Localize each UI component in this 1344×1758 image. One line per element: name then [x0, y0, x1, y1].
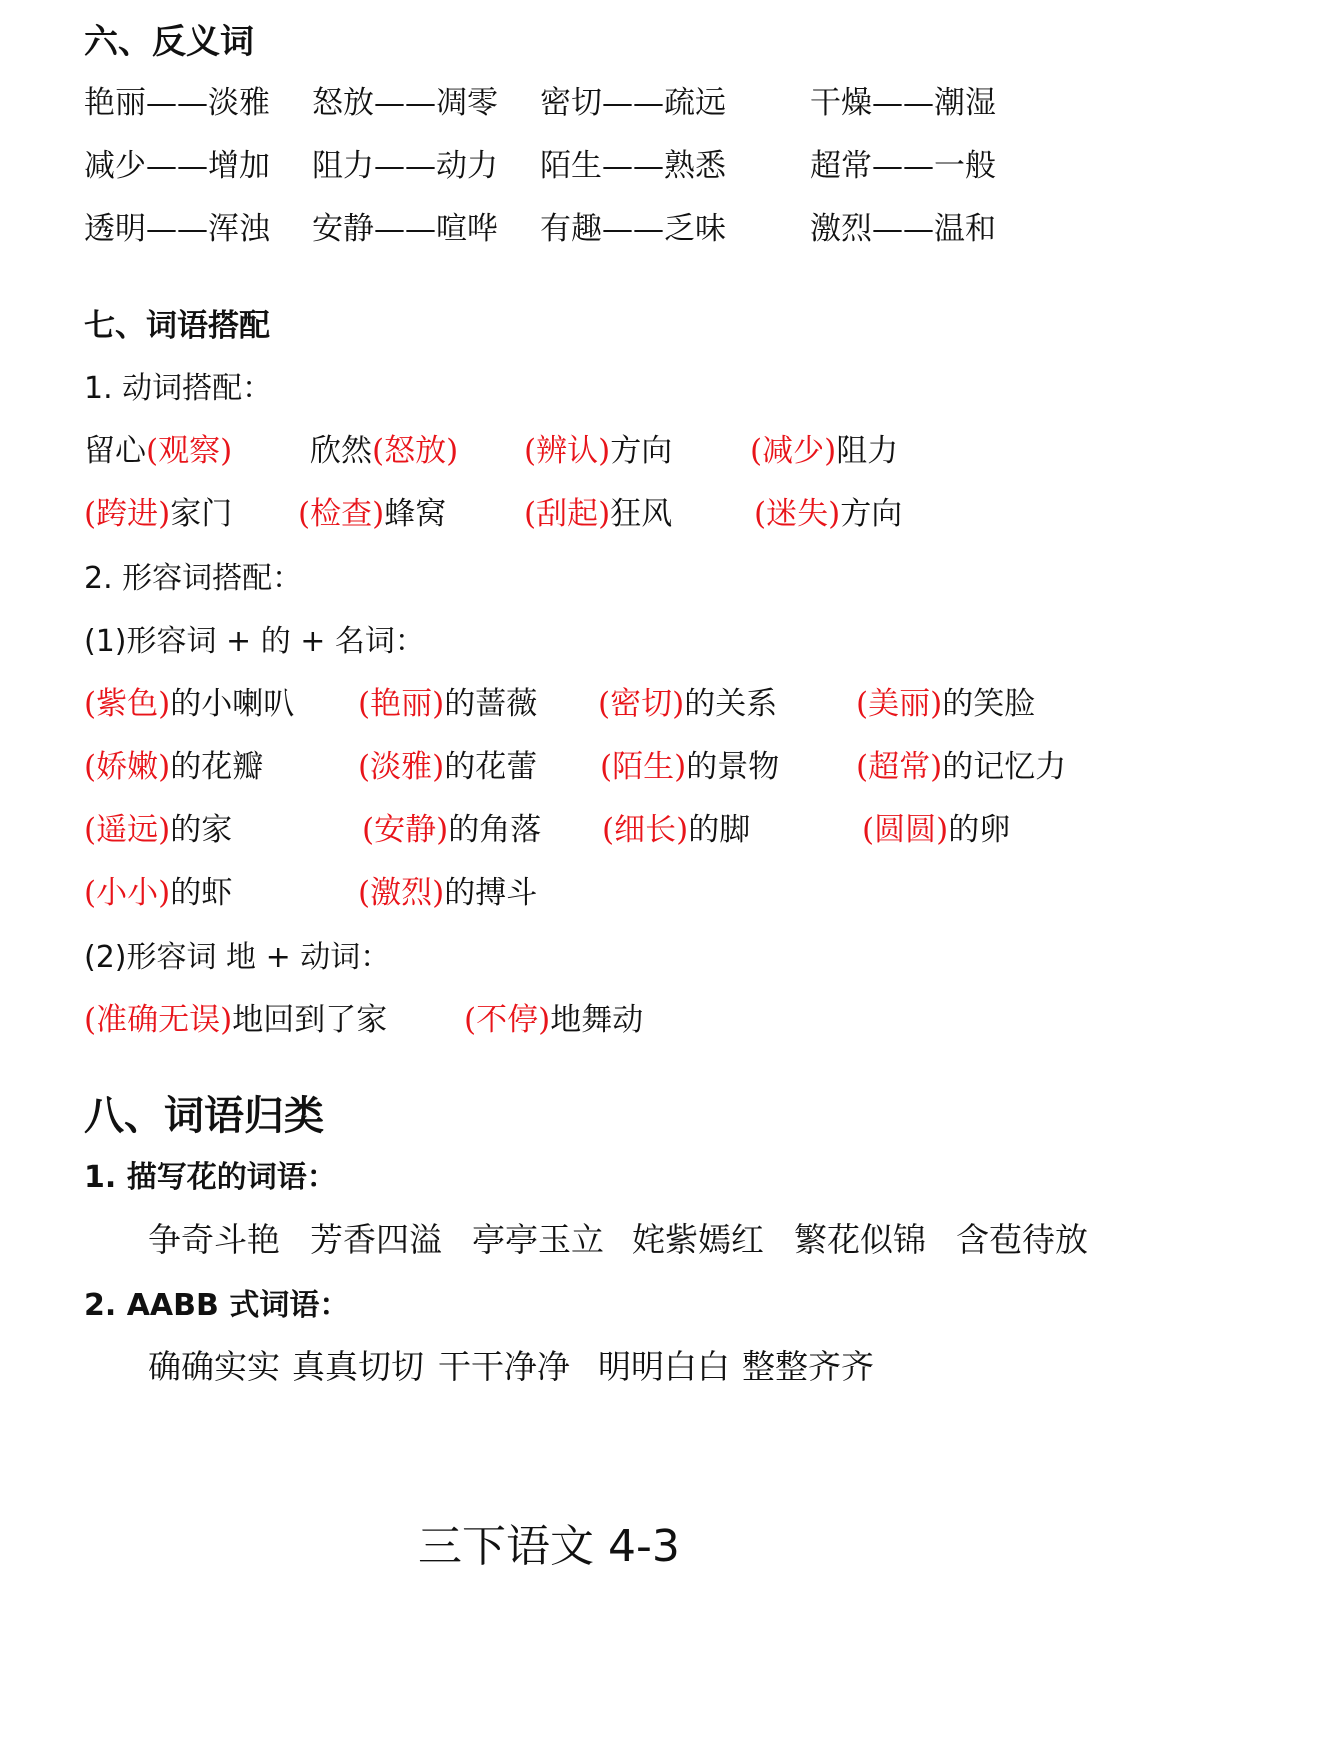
aabb-word: 真真切切 [292, 1347, 424, 1386]
verb-answer: 检查 [310, 496, 373, 532]
adverb-item: (不停)地舞动 [464, 1002, 644, 1038]
verb-after: 方向 [840, 496, 903, 532]
adjective-item: (密切)的关系 [598, 686, 778, 722]
flower-word: 芳香四溢 [310, 1220, 442, 1259]
adjective-item: (细长)的脚 [602, 812, 751, 848]
section7-title: 七、词语搭配 [84, 308, 270, 344]
adjective-answer: 超常 [868, 749, 931, 785]
verb-item: (辨认)方向 [524, 433, 673, 469]
antonym-pair: 有趣——乏味 [540, 211, 726, 247]
antonym-pair: 陌生——熟悉 [540, 148, 726, 184]
adjective-after: 的卵 [948, 812, 1011, 848]
verb-item: (跨进)家门 [84, 496, 233, 532]
adjective-item: (陌生)的景物 [600, 749, 780, 785]
flower-word: 繁花似锦 [794, 1220, 926, 1259]
adjective-subheading: 2. 形容词搭配： [84, 561, 303, 596]
antonym-pair: 减少——增加 [84, 148, 270, 184]
adjective-answer: 紫色 [96, 686, 159, 722]
adjective-answer: 艳丽 [370, 686, 433, 722]
flower-word: 含苞待放 [956, 1220, 1088, 1259]
adjective-after: 的虾 [170, 875, 233, 911]
adjective-item: (圆圆)的卵 [862, 812, 1011, 848]
antonym-pair: 透明——浑浊 [84, 211, 270, 247]
aabb-word: 整整齐齐 [742, 1347, 874, 1386]
verb-after: 方向 [610, 433, 673, 469]
adjective-after: 的脚 [688, 812, 751, 848]
adjective-answer: 安静 [374, 812, 437, 848]
adjective-answer: 细长 [614, 812, 677, 848]
adjective-answer: 遥远 [96, 812, 159, 848]
adjective-after: 的笑脸 [942, 686, 1036, 722]
verb-answer: 观察 [158, 433, 221, 469]
verb-after: 狂风 [610, 496, 673, 532]
adjective-after: 的关系 [684, 686, 778, 722]
section8-title: 八、词语归类 [84, 1093, 324, 1139]
aabb-word: 明明白白 [598, 1347, 730, 1386]
aabb-subheading [84, 1280, 349, 1324]
adjective-item: (小小)的虾 [84, 875, 233, 911]
adverb-answer: 准确无误 [96, 1002, 221, 1038]
adjective-after: 的花瓣 [170, 749, 264, 785]
adverb-after: 地舞动 [550, 1002, 644, 1038]
verb-subheading: 1. 动词搭配： [84, 371, 273, 406]
adjective-after: 的蔷薇 [444, 686, 538, 722]
adjective-item: (遥远)的家 [84, 812, 233, 848]
adjective-answer: 密切 [610, 686, 673, 722]
adjective-after: 的小喇叭 [170, 686, 295, 722]
flower-word: 姹紫嫣红 [632, 1220, 764, 1259]
verb-item: (迷失)方向 [754, 496, 903, 532]
verb-item: 欣然(怒放) [310, 433, 459, 469]
verb-after: 阻力 [836, 433, 899, 469]
adjective-item: (美丽)的笑脸 [856, 686, 1036, 722]
antonym-pair: 超常——一般 [810, 148, 996, 184]
page-footer: 三下语文 4-3 [418, 1521, 680, 1572]
flower-word: 亭亭玉立 [472, 1220, 604, 1259]
aabb-word: 干干净净 [438, 1347, 570, 1386]
antonym-pair: 干燥——潮湿 [810, 85, 996, 121]
verb-after: 家门 [170, 496, 233, 532]
adjective-after: 的角落 [448, 812, 542, 848]
antonym-pair: 阻力——动力 [312, 148, 498, 184]
adjective-after: 的记忆力 [942, 749, 1067, 785]
verb-answer: 怒放 [384, 433, 447, 469]
flower-words-label: 1. 描写花的词语： [84, 1160, 337, 1195]
verb-answer: 辨认 [536, 433, 599, 469]
verb-after: 蜂窝 [384, 496, 447, 532]
verb-answer: 跨进 [96, 496, 159, 532]
adjective-item: (淡雅)的花蕾 [358, 749, 538, 785]
antonym-pair: 艳丽——淡雅 [84, 85, 270, 121]
antonym-pair: 安静——喧哗 [312, 211, 498, 247]
adjective-answer: 圆圆 [874, 812, 937, 848]
adjective-item: (激烈)的搏斗 [358, 875, 538, 911]
adverb-after: 地回到了家 [232, 1002, 388, 1038]
verb-before: 留心 [84, 433, 146, 469]
aabb-word: 确确实实 [148, 1347, 280, 1386]
adjective-answer: 淡雅 [370, 749, 433, 785]
adjective-after: 的景物 [686, 749, 780, 785]
adjective-answer: 激烈 [370, 875, 433, 911]
adjective-answer: 小小 [96, 875, 159, 911]
adjective-after: 的家 [170, 812, 233, 848]
adverb-subheading: (2)形容词 地 + 动词： [84, 940, 391, 975]
verb-answer: 刮起 [536, 496, 599, 532]
flower-words-subheading [84, 1152, 337, 1196]
adjective-after: 的搏斗 [444, 875, 538, 911]
flower-word: 争奇斗艳 [148, 1220, 280, 1259]
adjective-answer: 陌生 [612, 749, 675, 785]
verb-item: 留心(观察) [84, 433, 233, 469]
verb-before: 欣然 [310, 433, 372, 469]
adjective-item: (超常)的记忆力 [856, 749, 1067, 785]
adjective-item: (娇嫩)的花瓣 [84, 749, 264, 785]
adjective-answer: 娇嫩 [96, 749, 159, 785]
aabb-label: 2. AABB 式词语： [84, 1288, 350, 1323]
adverb-answer: 不停 [476, 1002, 539, 1038]
adjective-item: (紫色)的小喇叭 [84, 686, 295, 722]
adjective-answer: 美丽 [868, 686, 931, 722]
adjective-item: (安静)的角落 [362, 812, 542, 848]
section6-title: 六、反义词 [84, 22, 254, 62]
verb-answer: 迷失 [766, 496, 829, 532]
adjective-noun-subheading: (1)形容词 + 的 + 名词： [84, 624, 425, 659]
verb-item: (检查)蜂窝 [298, 496, 447, 532]
verb-item: (减少)阻力 [750, 433, 899, 469]
adjective-item: (艳丽)的蔷薇 [358, 686, 538, 722]
verb-item: (刮起)狂风 [524, 496, 673, 532]
adverb-item: (准确无误)地回到了家 [84, 1002, 388, 1038]
antonym-pair: 密切——疏远 [540, 85, 726, 121]
antonym-pair: 怒放——凋零 [312, 85, 498, 121]
antonym-pair: 激烈——温和 [810, 211, 996, 247]
verb-answer: 减少 [762, 433, 825, 469]
adjective-after: 的花蕾 [444, 749, 538, 785]
